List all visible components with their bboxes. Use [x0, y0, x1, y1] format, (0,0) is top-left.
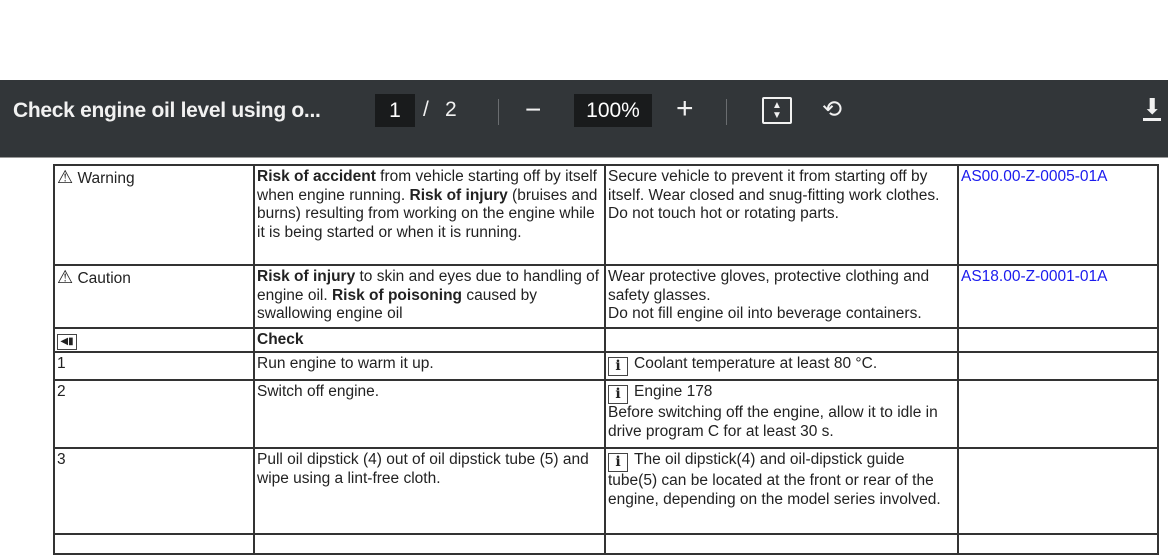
note-text: Before switching off the engine, allow it to idle in drive program C for at least 30 s.	[608, 404, 938, 440]
step-number: 3	[54, 448, 254, 534]
note-text: tube(5) can be located at the front or rear of the engine, depending on the model series involved.	[608, 472, 941, 508]
step-number: 1	[54, 352, 254, 380]
step-text: Pull oil dipstick (4) out of oil dipstick tube (5) and wipe using a lint-free cloth.	[254, 448, 605, 534]
download-icon[interactable]: ⬇	[1143, 94, 1162, 119]
table-row	[54, 165, 1158, 265]
note-text: The oil dipstick(4) and oil-dipstick guide	[634, 451, 905, 468]
hazard-bold: Risk of accident	[257, 168, 376, 185]
measure-text: Wear protective gloves, protective clothing and safety glasses.	[608, 268, 930, 304]
check-icon: ◀▮	[57, 334, 77, 350]
page-number-input[interactable]: 1	[375, 94, 415, 127]
procedure-table	[53, 164, 1159, 555]
hazard-text: to skin and eyes due to handling of engine oil.	[257, 268, 600, 304]
divider	[726, 99, 727, 125]
document-title: Check engine oil level using o...	[13, 99, 321, 122]
page-separator: /	[423, 98, 429, 121]
measure-text: Do not fill engine oil into beverage containers.	[608, 305, 922, 322]
note-text: Coolant temperature at least 80 °C.	[634, 355, 878, 372]
info-icon: i	[608, 357, 628, 376]
table-row	[54, 352, 1158, 380]
hazard-text: (bruises and burns) resulting from working on the engine while it is being started or when it is running.	[257, 186, 598, 241]
zoom-level-input[interactable]: 100%	[574, 94, 652, 127]
hazard-type: Caution	[77, 270, 131, 287]
fit-to-page-icon[interactable]: ▲ ▼	[762, 97, 792, 124]
info-icon: i	[608, 385, 628, 404]
warning-icon: ⚠	[57, 267, 74, 287]
table-row	[54, 534, 1158, 554]
info-icon: i	[608, 453, 628, 472]
step-number: 2	[54, 380, 254, 448]
table-row	[54, 380, 1158, 448]
zoom-out-button[interactable]: −	[525, 94, 542, 125]
table-row	[54, 265, 1158, 328]
measure-text: Secure vehicle to prevent it from starting off by itself. Wear closed and snug-fitting work clothes. Do not touch hot or rotating parts.	[605, 165, 958, 265]
divider	[498, 99, 499, 125]
warning-icon: ⚠	[57, 167, 74, 187]
table-row	[54, 328, 1158, 352]
step-text: Run engine to warm it up.	[254, 352, 605, 380]
reference-link[interactable]: AS00.00-Z-0005-01A	[961, 168, 1108, 185]
hazard-text: from vehicle starting off by itself when engine running.	[257, 168, 597, 204]
hazard-bold: Risk of injury	[257, 268, 356, 285]
reference-link[interactable]: AS18.00-Z-0001-01A	[961, 268, 1108, 285]
hazard-bold: Risk of injury	[409, 186, 508, 204]
hazard-text: caused by swallowing engine oil	[257, 286, 537, 322]
note-text: Engine 178	[634, 383, 713, 400]
step-text: Switch off engine.	[254, 380, 605, 448]
table-row	[54, 448, 1158, 534]
zoom-in-button[interactable]: +	[676, 92, 694, 125]
section-heading: Check	[257, 331, 304, 348]
hazard-type: Warning	[77, 170, 135, 187]
rotate-icon[interactable]: ⟲	[822, 96, 843, 123]
hazard-bold: Risk of poisoning	[331, 286, 463, 304]
total-pages: 2	[445, 98, 457, 121]
